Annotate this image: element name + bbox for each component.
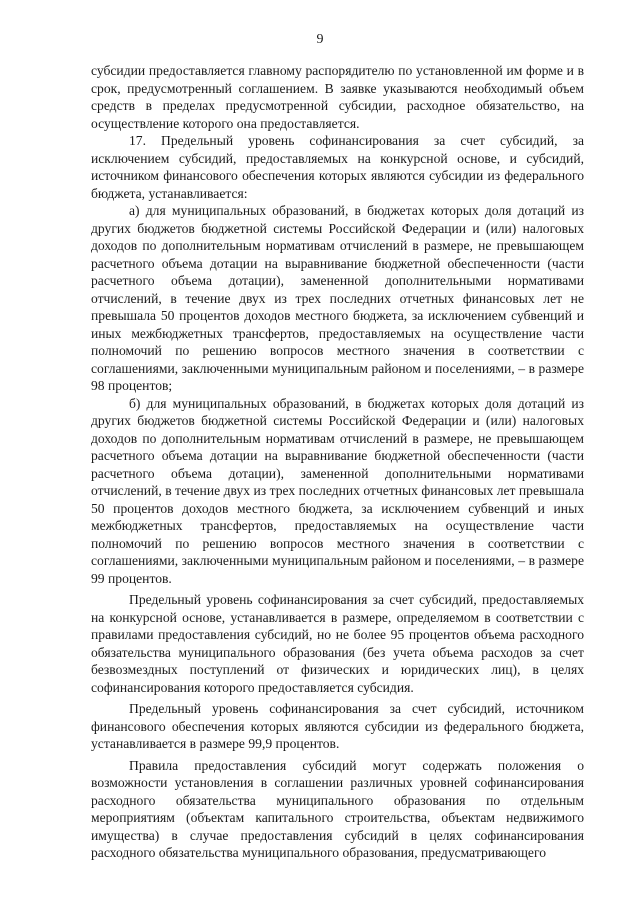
paragraph-federal-subsidies: Предельный уровень софинансирования за счет субсидий, источником финансового обеспечения которых являются субсидии из федерального бюджета, устанавливается в размере 99,9 процентов.: [91, 701, 584, 751]
paragraph-subitem-b: б) для муниципальных образований, в бюджетах которых доля дотаций из других бюджетов бюджетной системы Российской Федерации и (или) налоговых доходов по дополнительным нормативам отчислений в размере, не превышающем расчетного объема дотации на выравнивание бюджетной обеспеченности (части расчетного объема дотации), замененной дополнительными нормативами отчислений, в течение двух из трех последних отчетных финансовых лет превышала 50 процентов доходов местного бюджета, за исключением субвенций и иных межбюджетных трансфертов, предоставляемых на осуществление части полномочий по решению вопросов местного значения в соответствии с соглашениями, заключенными муниципальным районом и поселениями, – в размере 99 процентов.: [91, 395, 584, 586]
paragraph-continuation: субсидии предоставляется главному распорядителю по установленной им форме и в срок, предусмотренный соглашением. В заявке указываются необходимый объем средств в пределах предусмотренной субсидии, расходное обязательство, на осуществление которого она предоставляется.: [91, 63, 584, 131]
paragraph-subsidy-rules: Правила предоставления субсидий могут содержать положения о возможности установления в соглашении различных уровней софинансирования расходного обязательства муниципального образования по отдельным мероприятиям (объектам капитального строительства, объектам недвижимого имущества) в случае предоставления субсидий в целях софинансирования расходного обязательства муниципального образования, предусматривающего: [91, 757, 584, 860]
paragraph-item-17: 17. Предельный уровень софинансирования за счет субсидий, за исключением субсидий, предоставляемых на конкурсной основе, и субсидий, источником финансового обеспечения которых являются субсидии из федерального бюджета, устанавливается:: [91, 133, 584, 201]
paragraph-competitive-subsidies: Предельный уровень софинансирования за счет субсидий, предоставляемых на конкурсной основе, устанавливается в размере, определяемом в соответствии с правилами предоставления субсидий, но не более 95 процентов объема расходного обязательства муниципального образования (без учета объема расходов за счет безвозмездных поступлений от физических и юридических лиц), в целях софинансирования которого предоставляется субсидия.: [91, 592, 584, 695]
document-body: [91, 62, 584, 862]
page-number: 9: [316, 32, 324, 47]
paragraph-subitem-a: а) для муниципальных образований, в бюджетах которых доля дотаций из других бюджетов бюджетной системы Российской Федерации и (или) налоговых доходов по дополнительным нормативам отчислений в размере, не превышающем расчетного объема дотации на выравнивание бюджетной обеспеченности (части расчетного объема дотации), замененной дополнительными нормативами отчислений, в течение двух из трех последних отчетных финансовых лет не превышала 50 процентов доходов местного бюджета, за исключением субвенций и иных межбюджетных трансфертов, предоставляемых на осуществление части полномочий по решению вопросов местного значения в соответствии с соглашениями, заключенными муниципальным районом и поселениями, – в размере 98 процентов;: [91, 203, 584, 393]
